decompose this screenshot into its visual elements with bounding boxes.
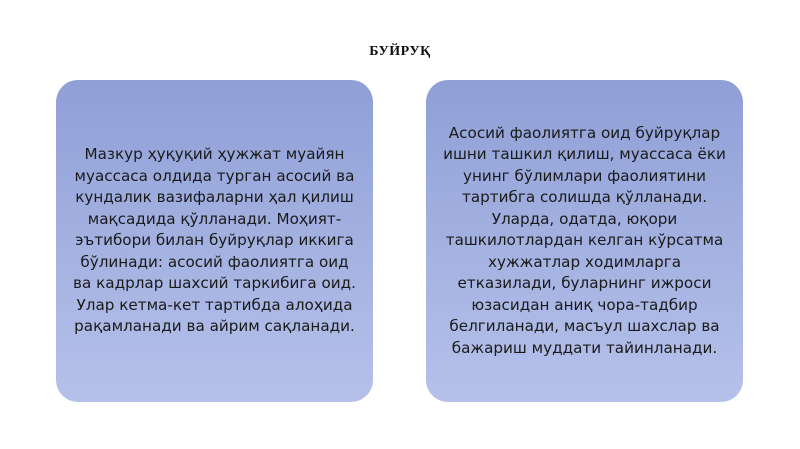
left-text-box: [56, 80, 373, 402]
left-box-text: Мазкур ҳуқуқий ҳужжат муайян муассаса олдида турган асосий ва кундалик вазифаларни ҳал қилиш мақсадида қўлланади. Моҳият-эътибори билан буйруқлар иккига бўлинади: асосий фаолиятга оид ва кадрлар шахсий таркибига оид. Улар кетма-кет тартибда алоҳида рақамланади ва айрим сақланади.: [73, 145, 356, 336]
right-box-text: Асосий фаолиятга оид буйруқлар ишни ташкил қилиш, муассаса ёки унинг бўлимлари фаолиятини тартибга солишда қўлланади. Уларда, одатда, юқори ташкилотлардан келган кўрсатма хужжатлар ходимларга етказилади, буларнинг ижроси юзасидан аниқ чора-тадбир белгиланади, масъул шахслар ва бажариш муддати тайинланади.: [443, 123, 726, 357]
right-text-box: [426, 80, 743, 402]
slide-title: БУЙРУҚ: [369, 44, 431, 59]
